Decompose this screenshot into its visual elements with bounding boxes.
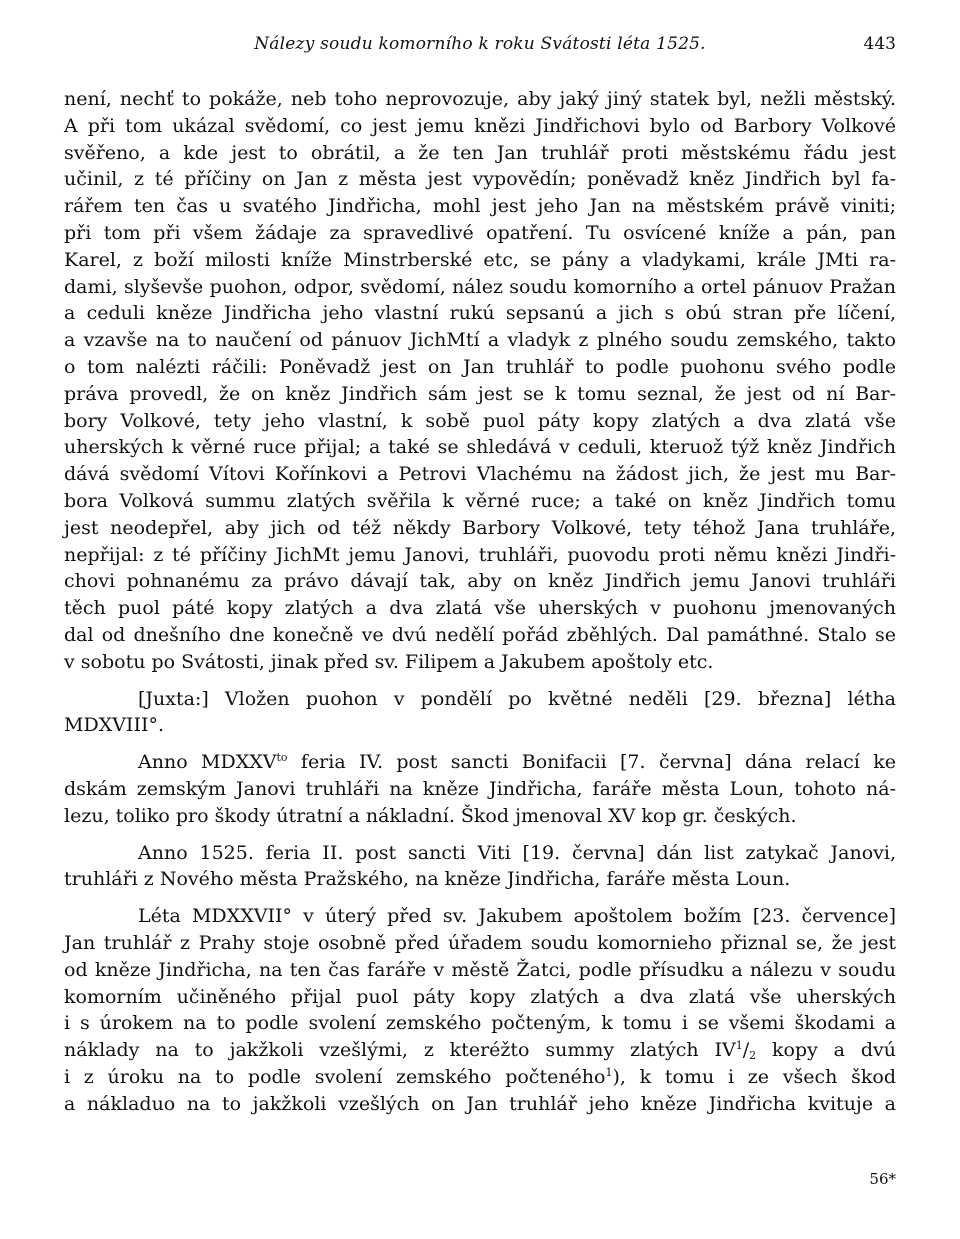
text-line: těch puol páté kopy zlatých a dva zlatá vše uherských v puohonu jmenovaných	[64, 597, 896, 620]
text-line: rářem ten čas u svatého Jindřicha, mohl jest jeho Jan na městském právě viniti;	[64, 195, 896, 218]
text-line: dává svědomí Vítovi Kořínkovi a Petrovi Vlachému na žádost jich, že jest mu Bar-	[64, 463, 896, 486]
text-line: A při tom ukázal svědomí, co jest jemu knězi Jindřichovi bylo od Barbory Volkové	[64, 114, 896, 137]
text-line: nepřijal: z té příčiny JichMt jemu Janovi, truhláři, puovodu proti němu knězi Jindři-	[64, 543, 896, 566]
text-fragment: náklady na to jakžkoli vzešlými, z kteréžto summy zlatých	[64, 1039, 699, 1062]
text-line: Léta MDXXVII° v úterý před sv. Jakubem apoštolem božím [23. července]	[138, 905, 896, 928]
text-line: dskám zemským Janovi truhláři na kněze Jindřicha, faráře města Loun, tohoto ná-	[64, 777, 896, 800]
running-title: Nálezy soudu komorního k roku Svátosti léta 1525.	[254, 34, 706, 54]
text-line: a vzavše na to naučení od pánuov JichMtí a vladyk z plného soudu zemského, takto	[64, 329, 896, 352]
text-fragment: i z úroku na to podle svolení zemského počteného	[64, 1065, 606, 1088]
text-line: MDXVIII°.	[64, 714, 164, 737]
text-line: bora Volková summu zlatých svěřila k věrné ruce; a také on kněz Jindřich tomu	[64, 489, 896, 512]
text-line: jest neodepřel, aby jich od též někdy Barbory Volkové, tety téhož Jana truhláře,	[64, 516, 896, 539]
text-line: práva provedl, že on kněz Jindřich sám jest se k tomu seznal, že jest od ní Bar-	[64, 382, 896, 405]
text-line: bory Volkové, tety jeho vlastní, k sobě puol páty kopy zlatých a dva zlatá vše	[64, 409, 896, 432]
text-line: učinil, z té příčiny on Jan z města jest vypovědín; poněvadž kněz Jindřich byl fa-	[64, 168, 896, 191]
text-line: chovi pohnanému za právo dávají tak, aby on kněz Jindřich jemu Janovi truhláři	[64, 570, 896, 593]
text-line: truhláři z Nového města Pražského, na kněze Jindřicha, faráře města Loun.	[64, 868, 791, 891]
superscript: to	[276, 751, 288, 765]
text-fragment: kopy a dvú	[756, 1039, 896, 1062]
text-fragment: ), k tomu i ze všech škod	[612, 1065, 896, 1088]
text-line: v sobotu po Svátosti, jinak před sv. Filipem a Jakubem apoštoly etc.	[64, 650, 714, 673]
text-line: od kněze Jindřicha, na ten čas faráře v městě Žatci, podle přísudku a nálezu v soudu	[64, 958, 896, 981]
fraction-numerator: 1	[735, 1039, 743, 1053]
text-line: [Juxta:] Vložen puohon v pondělí po květné neděli [29. března] létha	[138, 687, 896, 710]
sheet-signature: 56*	[869, 1170, 896, 1188]
text-line: dami, slyševše puohon, odpor, svědomí, nález soudu komorního a ortel pánuov Pražan	[64, 275, 896, 298]
body-text	[64, 86, 896, 1127]
text-line: komorním učiněného přijal puol páty kopy zlatých a dva zlatá vše uherských	[64, 985, 896, 1008]
text-fragment: feria IV. post sancti Bonifacii [7. června] dána relací ke	[287, 751, 897, 774]
text-line: lezu, toliko pro škody útratní a nákladní. Škod jmenoval XV kop gr. českých.	[64, 804, 797, 827]
fraction-denominator: 2	[749, 1049, 757, 1063]
text-line: dal od dnešního dne konečně ve dvú nedělí pořád zběhlých. Dal památhné. Stalo se	[64, 623, 896, 646]
page-number: 443	[863, 34, 896, 54]
text-line: uherských k věrné ruce přijal; a také se shledává v ceduli, kteruož týž kněz Jindřich	[64, 436, 896, 459]
text-line: Anno 1525. feria II. post sancti Viti [19. června] dán list zatykač Janovi,	[138, 841, 896, 864]
text-line: a ceduli kněze Jindřicha jeho vlastní rukú sepsanú a jich s obú stran pře líčení,	[64, 302, 896, 325]
text-line: náklady na to jakžkoli vzešlými, z kteréžto summy zlatých $IV^1/_2$ kopy a dvú	[64, 1039, 896, 1063]
text-line: při tom při všem žádaje za spravedlivé opatření. Tu osvícené kníže a pán, pan	[64, 221, 896, 244]
paragraph-5	[64, 903, 896, 1117]
paragraph-4	[64, 840, 896, 894]
text-line	[64, 749, 896, 776]
paragraph-1	[64, 86, 896, 676]
text-line	[64, 1064, 896, 1091]
text-fragment: Anno MDXXV	[138, 751, 277, 774]
text-line: Karel, z boží milosti kníže Minstrberské etc, se pány a vladykami, krále JMti ra-	[64, 248, 896, 271]
text-line: i s úrokem na to podle svolení zemského počteným, k tomu i se všemi škodami a	[64, 1012, 896, 1035]
text-line: není, nechť to pokáže, neb toho neprovozuje, aby jaký jiný statek byl, nežli městský.	[64, 88, 896, 110]
page-header	[64, 34, 896, 58]
text-fragment: IV	[698, 1039, 736, 1062]
text-line: o tom nalézti ráčili: Poněvadž jest on Jan truhlář to podle puohonu svého podle	[64, 355, 896, 378]
text-line: a nákladuo na to jakžkoli vzešlých on Jan truhlář jeho kněze Jindřicha kvituje a	[64, 1092, 896, 1115]
paragraph-3	[64, 749, 896, 829]
document-page	[64, 0, 896, 1239]
footnote-marker: 1	[605, 1065, 613, 1079]
paragraph-2	[64, 686, 896, 740]
text-line: Jan truhlář z Prahy stoje osobně před úřadem soudu komornieho přiznal se, že jest	[64, 931, 896, 954]
text-line: svěřeno, a kde jest to obrátil, a že ten Jan truhlář proti městskému řádu jest	[64, 141, 896, 164]
